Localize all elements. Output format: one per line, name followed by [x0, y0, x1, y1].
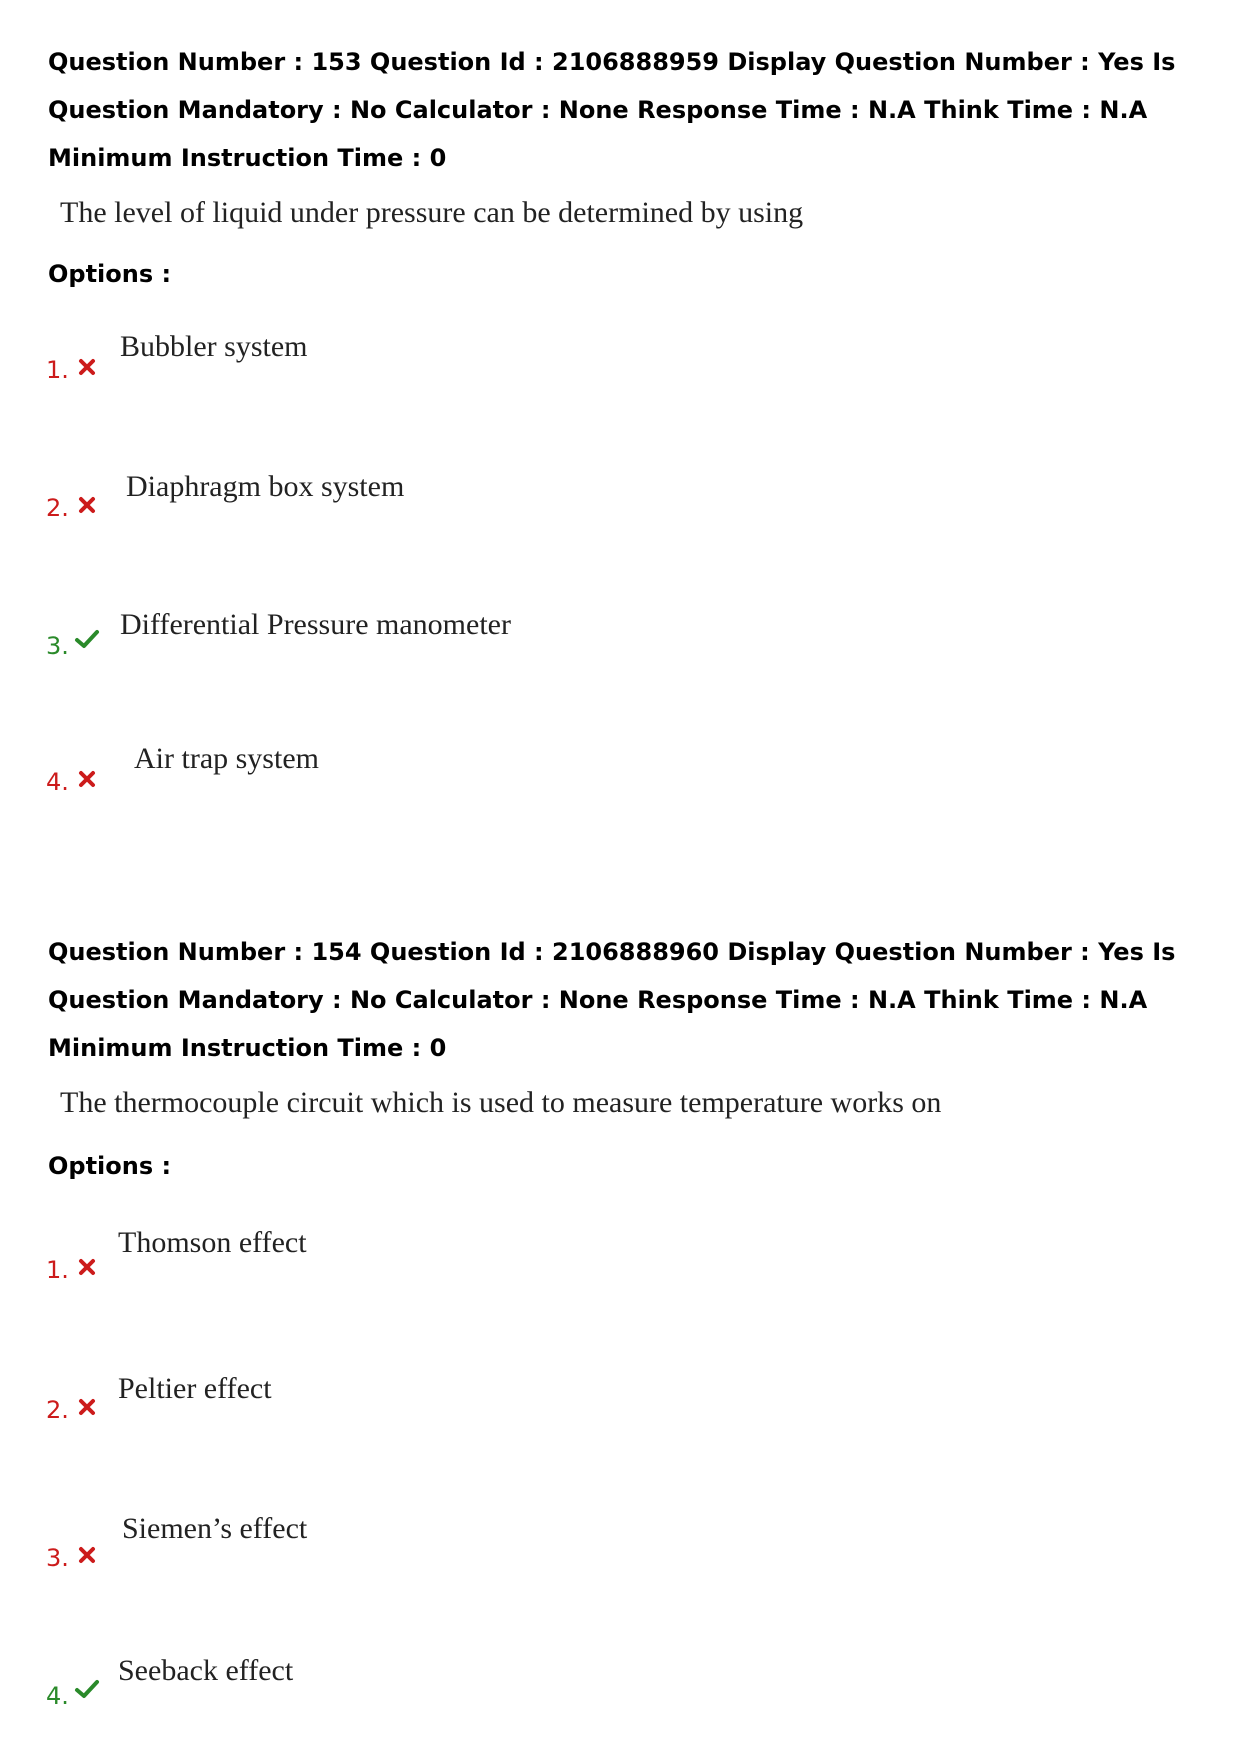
- question-meta: Question Number : 154 Question Id : 2106888960 Display Question Number : Yes Is Question Mandatory : No Calculator : None Response Time : N.A Think Time : N.A Minimum Instruction Time : 0: [48, 938, 1176, 1062]
- cross-icon: [76, 356, 98, 378]
- option-text: Seeback effect: [118, 1654, 294, 1687]
- options-label: Options :: [48, 1152, 172, 1180]
- option-number: 3.: [46, 632, 69, 660]
- options-label: Options :: [48, 260, 172, 288]
- option-number: 1.: [46, 1256, 69, 1284]
- question-text: The level of liquid under pressure can be determined by using: [60, 196, 804, 229]
- question-text: The thermocouple circuit which is used to measure temperature works on: [60, 1086, 942, 1119]
- option-number: 4.: [46, 768, 69, 796]
- check-icon: [74, 628, 100, 650]
- option-text: Differential Pressure manometer: [120, 608, 511, 641]
- option-number: 2.: [46, 1396, 69, 1424]
- check-icon: [74, 1678, 100, 1700]
- option-text: Diaphragm box system: [126, 470, 405, 503]
- option-number: 4.: [46, 1682, 69, 1710]
- option-text: Siemen’s effect: [122, 1512, 308, 1545]
- option-number: 2.: [46, 494, 69, 522]
- option-text: Thomson effect: [118, 1226, 307, 1259]
- cross-icon: [76, 1544, 98, 1566]
- cross-icon: [76, 1256, 98, 1278]
- option-number: 3.: [46, 1544, 69, 1572]
- option-number: 1.: [46, 356, 69, 384]
- option-text: Bubbler system: [120, 330, 308, 363]
- question-meta: Question Number : 153 Question Id : 2106888959 Display Question Number : Yes Is Question Mandatory : No Calculator : None Response Time : N.A Think Time : N.A Minimum Instruction Time : 0: [48, 48, 1176, 172]
- cross-icon: [76, 494, 98, 516]
- cross-icon: [76, 768, 98, 790]
- option-text: Air trap system: [134, 742, 319, 775]
- option-text: Peltier effect: [118, 1372, 272, 1405]
- cross-icon: [76, 1396, 98, 1418]
